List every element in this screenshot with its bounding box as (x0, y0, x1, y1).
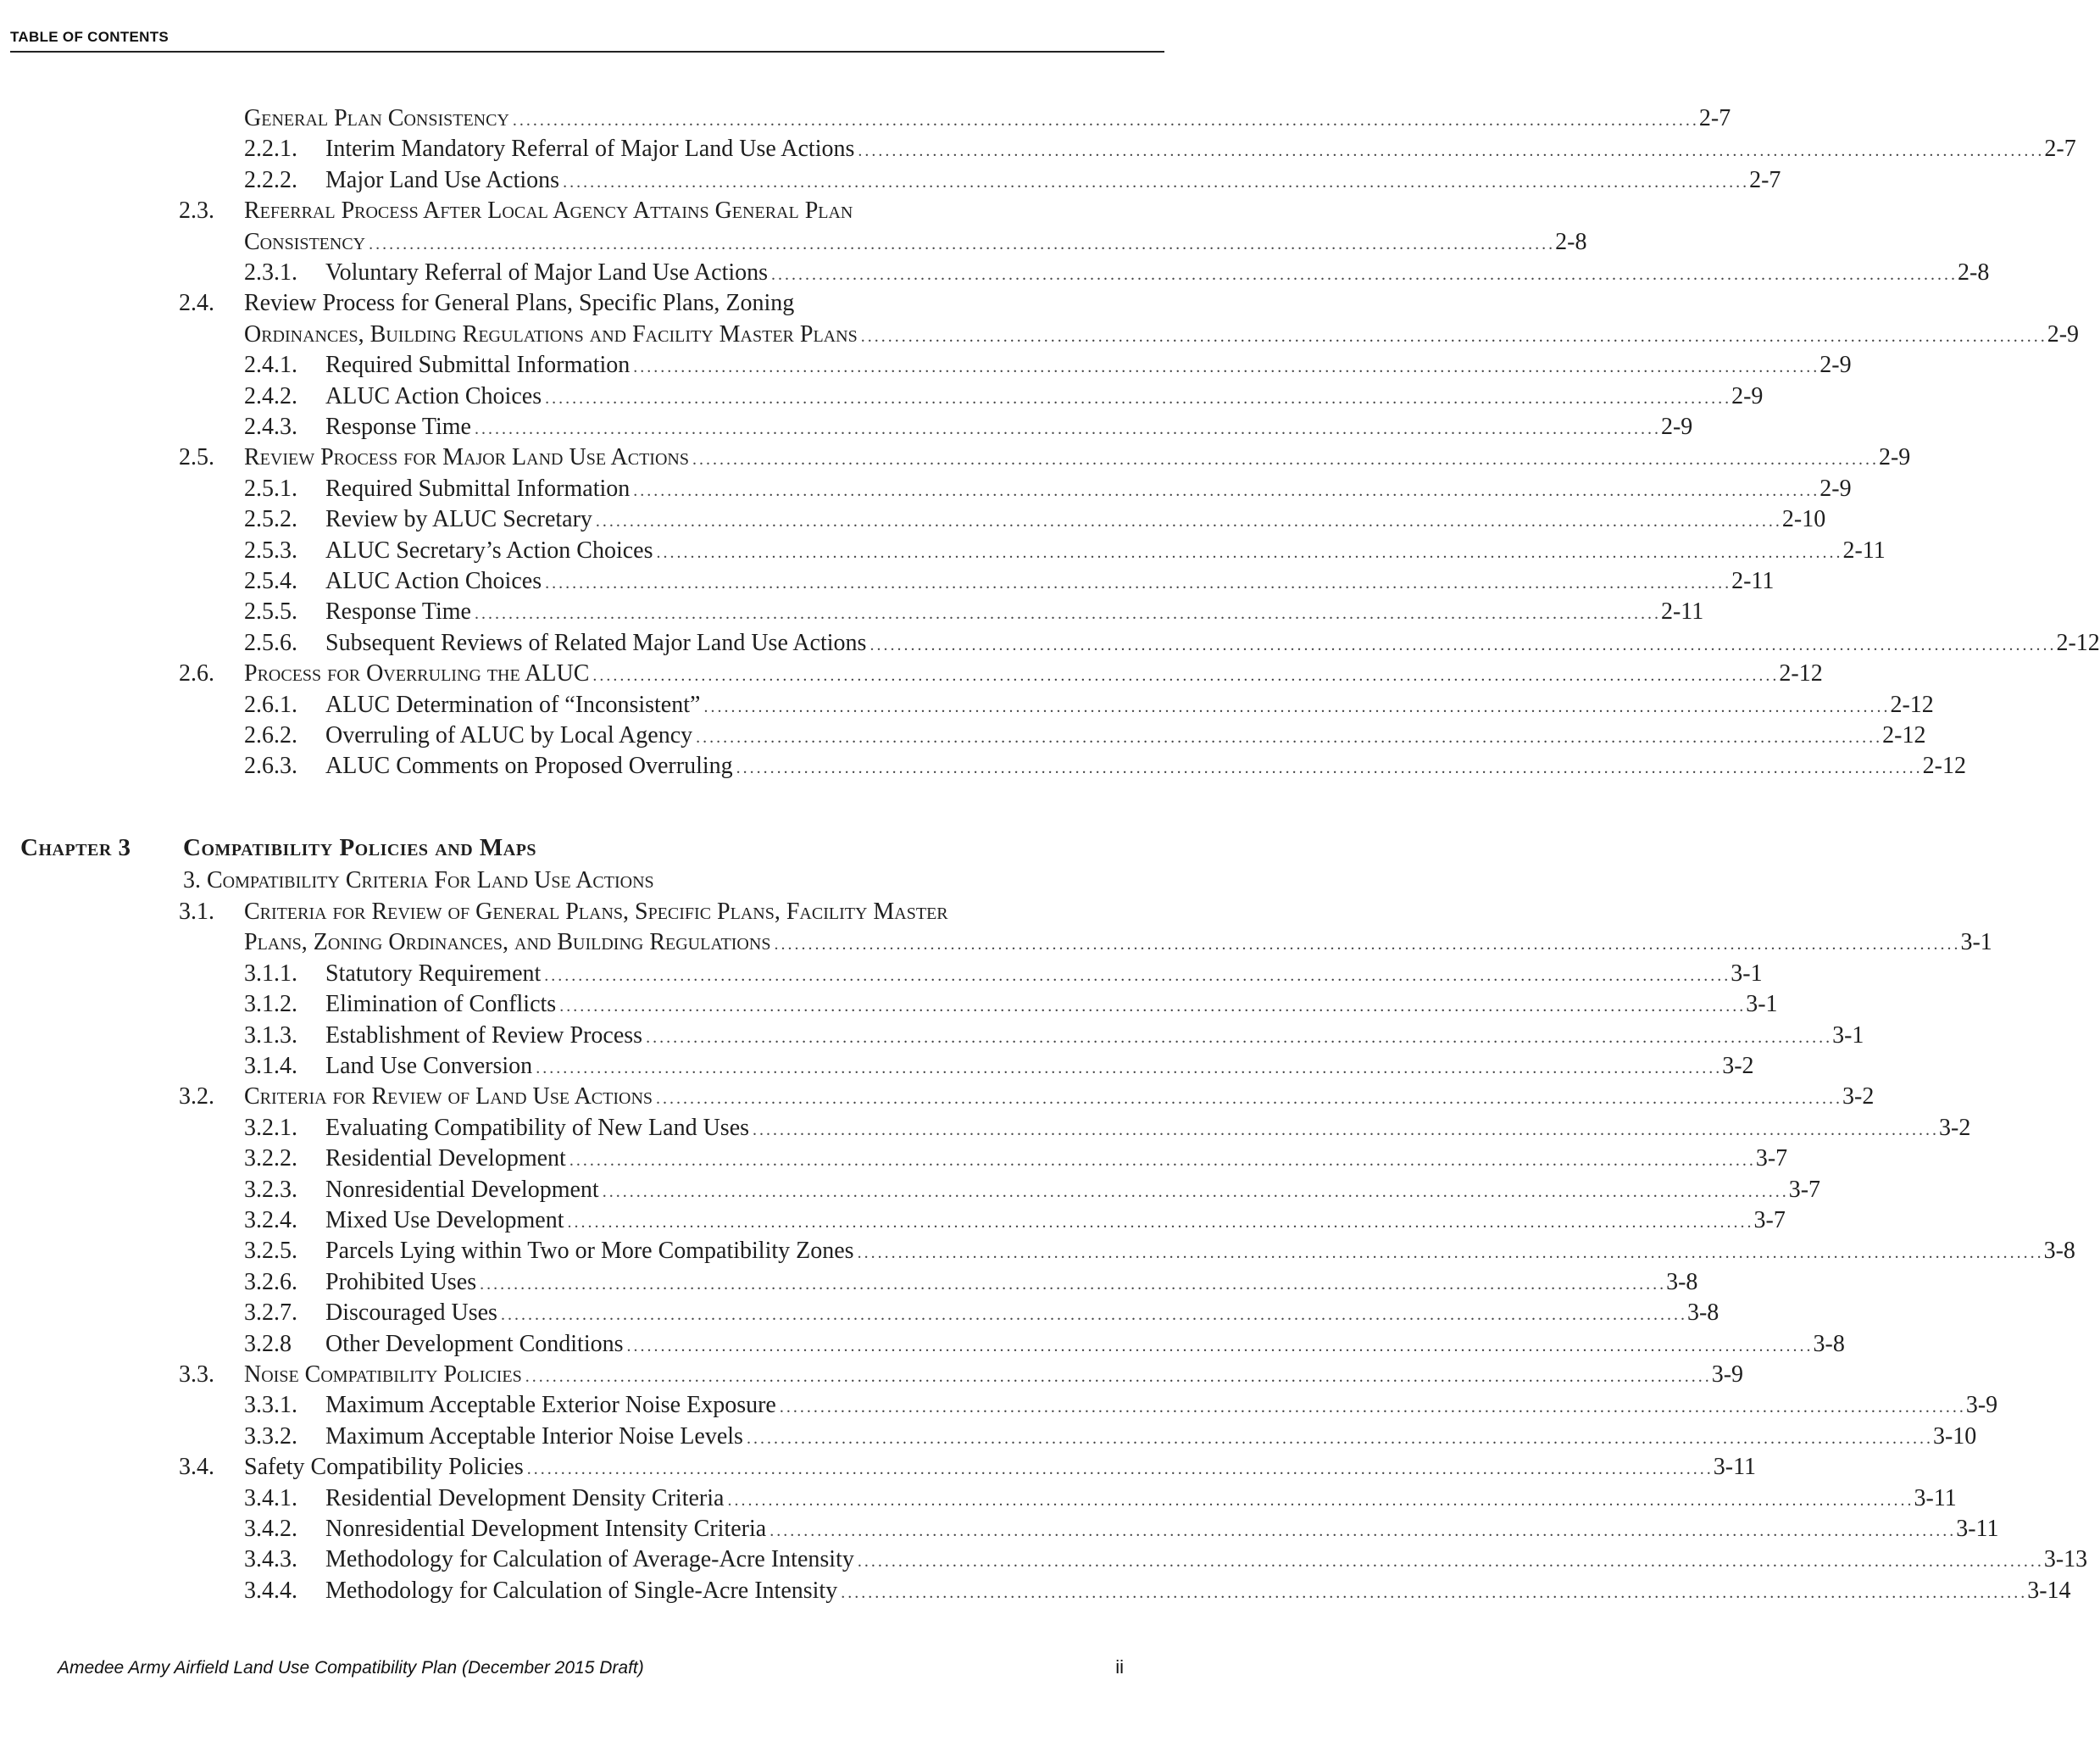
toc-entry-number: 2.6.2. (244, 722, 297, 748)
toc-entry (179, 897, 1125, 927)
toc-entry-page: 2-8 (1555, 228, 1587, 255)
toc-entry (244, 1236, 2075, 1266)
toc-entry-page: 3-7 (1755, 1145, 1788, 1172)
toc-entry-title: Methodology for Calculation of Average-Acre Intensity (325, 1546, 854, 1573)
toc-dot-leader (603, 1177, 1786, 1207)
toc-entry (244, 721, 1926, 751)
toc-entry-number: 2.6.1. (244, 691, 297, 718)
toc-dot-leader (841, 1578, 2024, 1608)
toc-entry (179, 288, 1125, 319)
toc-entry-number: 3.4.4. (244, 1577, 297, 1604)
toc-entry (244, 412, 1693, 442)
toc-entry-number: 2.4.3. (244, 414, 297, 440)
toc-entry-number: 2.5.3. (244, 537, 297, 564)
footer-page-number: ii (1115, 1656, 1124, 1678)
toc-entry-number: 3.1.3. (244, 1021, 297, 1049)
toc-entry-page: 3-2 (1939, 1114, 1971, 1141)
toc-entry-number: 3.3.1. (244, 1392, 297, 1419)
toc-entry-page: 3-11 (1956, 1516, 1999, 1542)
toc-entry-title: Response Time (325, 598, 471, 626)
toc-dot-leader (656, 537, 1839, 568)
toc-entry-title: Criteria for Review of General Plans, Specific Plans, Facility Master (244, 899, 948, 925)
toc-entry-title: Consistency (244, 228, 366, 255)
toc-entry-number: 3.4.1. (244, 1484, 297, 1511)
toc-entry (244, 320, 2080, 350)
toc-entry (179, 1452, 1757, 1483)
toc-entry-page: 2-8 (1958, 259, 1990, 286)
toc-entry-number: 3.2.2. (244, 1145, 297, 1172)
toc-dot-leader (559, 991, 1742, 1021)
toc-dot-leader (480, 1269, 1663, 1299)
toc-entry (244, 1576, 2071, 1606)
toc-entry-number: 3.2.7. (244, 1299, 297, 1327)
toc-entry (244, 103, 1731, 134)
toc-entry (244, 1483, 1957, 1514)
toc-dot-leader (592, 660, 1775, 691)
toc-entry-page: 2-9 (1878, 444, 1911, 471)
toc-entry-title: Maximum Acceptable Interior Noise Levels (325, 1422, 743, 1450)
toc-entry-title: Prohibited Uses (325, 1268, 477, 1295)
toc-entry (179, 1360, 1744, 1390)
toc-dot-leader (753, 1115, 1936, 1145)
toc-dot-leader (569, 1145, 1753, 1176)
toc-entry-title: Residential Development Density Criteria (325, 1484, 725, 1511)
toc-entry-page: 3-1 (1832, 1021, 1864, 1049)
toc-dot-leader (736, 753, 1919, 783)
toc-dot-leader (656, 1083, 1839, 1114)
toc-entry-title: Safety Compatibility Policies (244, 1454, 524, 1481)
toc-dot-leader (525, 1361, 1708, 1392)
toc-entry-page: 2-7 (2044, 136, 2076, 163)
chapter-label: Chapter 3 (20, 834, 131, 861)
toc-entry-title: Voluntary Referral of Major Land Use Actions (325, 259, 769, 286)
toc-entry-number: 2.5.1. (244, 475, 297, 502)
toc-entry-number: 3.4. (179, 1454, 214, 1481)
toc-entry-page: 3-8 (1666, 1268, 1698, 1295)
toc-entry-page: 3-13 (2043, 1546, 2088, 1573)
toc-dot-leader (475, 414, 1658, 444)
toc-entry-page: 2-9 (1731, 382, 1764, 409)
toc-entry-title: Nonresidential Development Intensity Criteria (325, 1516, 767, 1542)
toc-entry-number: 2.4.2. (244, 382, 297, 409)
toc-entry-title: Nonresidential Development (325, 1176, 599, 1203)
toc-entry-number: 2.5. (179, 444, 214, 471)
toc-entry-page: 3-11 (1713, 1454, 1757, 1481)
toc-entry-page: 2-12 (1882, 722, 1926, 748)
toc-entry (244, 1390, 1998, 1421)
toc-entry-title: Methodology for Calculation of Single-Acre Intensity (325, 1577, 838, 1604)
toc-entry-number: 3.2.5. (244, 1238, 297, 1265)
toc-dot-leader (692, 444, 1875, 475)
toc-entry-number: 2.4.1. (244, 352, 297, 379)
toc-entry-title: Review Process for Major Land Use Actions (244, 444, 689, 471)
toc-entry (244, 227, 1587, 258)
toc-entry-page: 2-9 (1819, 475, 1852, 502)
toc-dot-leader (475, 598, 1658, 629)
toc-dot-leader (727, 1485, 1910, 1516)
toc-entry (244, 690, 1934, 721)
toc-entry-page: 3-9 (1965, 1392, 1998, 1419)
toc-entry (244, 474, 1852, 504)
toc-entry-number: 3.1.2. (244, 991, 297, 1018)
toc-entry-page: 2-12 (1779, 660, 1823, 687)
toc-entry-title: Required Submittal Information (325, 475, 631, 502)
toc-entry-number: 2.5.5. (244, 598, 297, 626)
toc-entry-page: 3-7 (1788, 1176, 1821, 1203)
toc-entry-number: 3.4.3. (244, 1546, 297, 1573)
toc-entry-page: 2-12 (1890, 691, 1934, 718)
toc-entry-number: 2.5.4. (244, 568, 297, 594)
toc-entry (244, 566, 1775, 597)
toc-entry-page: 3-1 (1746, 991, 1778, 1018)
toc-entry-number: 2.3.1. (244, 259, 297, 286)
toc-entry (244, 1144, 1788, 1174)
toc-entry-page: 3-7 (1753, 1207, 1786, 1233)
toc-entry (244, 989, 1778, 1020)
toc-entry-page: 2-7 (1749, 166, 1781, 193)
toc-entry (244, 165, 1781, 196)
toc-entry-page: 3-9 (1711, 1361, 1744, 1388)
toc-entry-title: Major Land Use Actions (325, 166, 560, 193)
toc-dot-leader (858, 136, 2041, 166)
toc-entry-number: 3.2.4. (244, 1207, 297, 1233)
toc-entry-number: 3.3.2. (244, 1422, 297, 1450)
toc-entry (179, 659, 1823, 689)
toc-entry-title: Statutory Requirement (325, 960, 542, 987)
toc-dot-leader (544, 960, 1727, 991)
toc-entry-page: 3-8 (2043, 1238, 2075, 1265)
toc-entry (244, 1113, 1971, 1144)
toc-entry-title: Parcels Lying within Two or More Compatibility Zones (325, 1238, 854, 1265)
toc-entry (244, 1298, 1719, 1328)
toc-entry-title: Overruling of ALUC by Local Agency (325, 722, 693, 748)
toc-entry-number: 3.1.1. (244, 960, 297, 987)
toc-entry-number: 2.4. (179, 290, 214, 317)
toc-entry-page: 2-11 (1660, 598, 1704, 626)
toc-entry-number: 2.2.1. (244, 136, 297, 163)
toc-entry (244, 504, 1826, 535)
toc-entry-title: Noise Compatibility Policies (244, 1361, 522, 1388)
toc-entry-title: General Plan Consistency (244, 105, 509, 131)
toc-dot-leader (774, 929, 1957, 960)
toc-entry (179, 196, 1125, 226)
toc-entry (244, 381, 1764, 412)
toc-entry-title: ALUC Action Choices (325, 568, 542, 594)
toc-entry-title: ALUC Secretary’s Action Choices (325, 537, 653, 564)
toc-entry-number: 2.6.3. (244, 753, 297, 780)
toc-dot-leader (747, 1423, 1930, 1454)
toc-entry-page: 3-1 (1731, 960, 1763, 987)
toc-entry-page: 2-11 (1731, 568, 1775, 594)
toc-dot-leader (646, 1022, 1829, 1053)
toc-entry-title: Review Process for General Plans, Specific Plans, Zoning (244, 290, 795, 317)
toc-dot-leader (369, 229, 1552, 259)
toc-entry (244, 1021, 1864, 1051)
toc-dot-leader (703, 692, 1886, 722)
toc-dot-leader (513, 105, 1696, 136)
toc-entry-number: 3.3. (179, 1361, 214, 1388)
toc-entry-number: 2.6. (179, 660, 214, 687)
toc-dot-leader (563, 167, 1746, 198)
toc-entry-title: Maximum Acceptable Exterior Noise Exposure (325, 1392, 776, 1419)
toc-entry (244, 1175, 1821, 1205)
page-header-label: TABLE OF CONTENTS (10, 29, 169, 45)
toc-dot-leader (545, 568, 1728, 598)
toc-entry (244, 134, 2076, 164)
toc-entry-page: 2-9 (1819, 352, 1852, 379)
toc-entry (244, 1422, 1977, 1452)
toc-entry-page: 2-12 (2056, 629, 2100, 656)
toc-entry-title: Required Submittal Information (325, 352, 631, 379)
toc-dot-leader (858, 1546, 2041, 1577)
toc-entry (244, 1051, 1754, 1082)
toc-entry (244, 927, 1992, 958)
toc-entry-page: 3-11 (1914, 1484, 1957, 1511)
toc-entry-number: 3.2.1. (244, 1114, 297, 1141)
toc-entry-page: 2-9 (1660, 414, 1693, 440)
toc-entry-title: Criteria for Review of Land Use Actions (244, 1083, 653, 1110)
toc-entry-page: 3-8 (1686, 1299, 1719, 1327)
toc-entry-title: Plans, Zoning Ordinances, and Building Regulations (244, 929, 771, 956)
toc-entry-page: 2-11 (1842, 537, 1886, 564)
toc-entry (244, 258, 1990, 288)
footer-document-title: Amedee Army Airfield Land Use Compatibility Plan (December 2015 Draft) (58, 1658, 644, 1678)
toc-entry (244, 1544, 2088, 1575)
toc-entry-number: 3.2.3. (244, 1176, 297, 1203)
toc-entry (244, 536, 1886, 566)
toc-entry-page: 3-10 (1932, 1422, 1977, 1450)
toc-entry-title: Elimination of Conflicts (325, 991, 557, 1018)
toc-entry-page: 2-12 (1922, 753, 1966, 780)
toc-entry-title: Other Development Conditions (325, 1330, 624, 1357)
toc-entry (244, 597, 1704, 627)
toc-entry (244, 1329, 1845, 1360)
toc-entry (244, 350, 1852, 381)
toc-entry-title: Process for Overruling the ALUC (244, 660, 590, 687)
toc-entry-page: 2-9 (2047, 320, 2080, 348)
toc-entry-page: 3-14 (2027, 1577, 2071, 1604)
toc-entry-title: ALUC Determination of “Inconsistent” (325, 691, 701, 718)
toc-entry (244, 751, 1966, 782)
toc-entry-number: 2.3. (179, 198, 214, 225)
toc-dot-leader (858, 1238, 2041, 1268)
toc-entry-number: 3.1.4. (244, 1053, 297, 1079)
toc-entry-title: Response Time (325, 414, 471, 440)
toc-entry-number: 2.5.6. (244, 629, 297, 656)
toc-dot-leader (696, 722, 1879, 753)
toc-dot-leader (545, 383, 1728, 414)
toc-entry-number: 3.4.2. (244, 1516, 297, 1542)
toc-entry-page: 2-10 (1781, 506, 1826, 533)
toc-entry-page: 3-2 (1722, 1053, 1754, 1079)
toc-entry-page: 3-2 (1842, 1083, 1875, 1110)
toc-entry-page: 2-7 (1698, 105, 1731, 131)
toc-entry-title: Review by ALUC Secretary (325, 506, 592, 533)
toc-dot-leader (780, 1392, 1963, 1422)
toc-entry-title: Subsequent Reviews of Related Major Land Use Actions (325, 629, 867, 656)
toc-entry (244, 1205, 1786, 1236)
toc-dot-leader (771, 259, 1954, 290)
toc-dot-leader (633, 476, 1816, 506)
toc-entry (179, 1082, 1875, 1112)
toc-entry-title: Evaluating Compatibility of New Land Uses (325, 1114, 750, 1141)
toc-entry (244, 959, 1763, 989)
toc-entry-number: 3.2.6. (244, 1268, 297, 1295)
toc-entry-number: 2.5.2. (244, 506, 297, 533)
toc-entry-title: Land Use Conversion (325, 1053, 533, 1079)
toc-entry-title: ALUC Comments on Proposed Overruling (325, 753, 733, 780)
toc-dot-leader (596, 506, 1779, 537)
toc-dot-leader (861, 321, 2044, 352)
chapter-subtitle (183, 865, 654, 896)
toc-entry-title: Interim Mandatory Referral of Major Land Use Actions (325, 136, 855, 163)
toc-entry-title: Ordinances, Building Regulations and Facility Master Plans (244, 320, 858, 348)
toc-dot-leader (869, 630, 2053, 660)
toc-entry-title: Residential Development (325, 1145, 566, 1172)
toc-dot-leader (536, 1053, 1719, 1083)
toc-entry-page: 3-1 (1960, 929, 1992, 956)
toc-dot-leader (633, 352, 1816, 382)
toc-entry-title: Discouraged Uses (325, 1299, 497, 1327)
toc-entry (244, 1267, 1698, 1298)
chapter-title: Compatibility Policies and Maps (183, 834, 537, 861)
chapter-subtitle-text: 3. Compatibility Criteria For Land Use Actions (183, 867, 654, 893)
toc-entry (244, 628, 2100, 659)
toc-entry-number: 3.1. (179, 899, 214, 925)
toc-entry-title: Referral Process After Local Agency Attains General Plan (244, 198, 853, 225)
toc-dot-leader (568, 1207, 1751, 1238)
toc-dot-leader (769, 1516, 1953, 1546)
toc-entry-number: 3.2.8 (244, 1330, 292, 1357)
toc-entry (244, 1514, 1999, 1544)
toc-entry-title: Establishment of Review Process (325, 1021, 643, 1049)
toc-entry-number: 3.2. (179, 1083, 214, 1110)
toc-entry-title: Mixed Use Development (325, 1207, 564, 1233)
toc-entry-number: 2.2.2. (244, 166, 297, 193)
toc-entry-title: ALUC Action Choices (325, 382, 542, 409)
toc-dot-leader (527, 1454, 1710, 1484)
toc-entry (179, 442, 1911, 473)
toc-dot-leader (501, 1299, 1684, 1330)
toc-entry-page: 3-8 (1813, 1330, 1845, 1357)
toc-dot-leader (627, 1331, 1810, 1361)
